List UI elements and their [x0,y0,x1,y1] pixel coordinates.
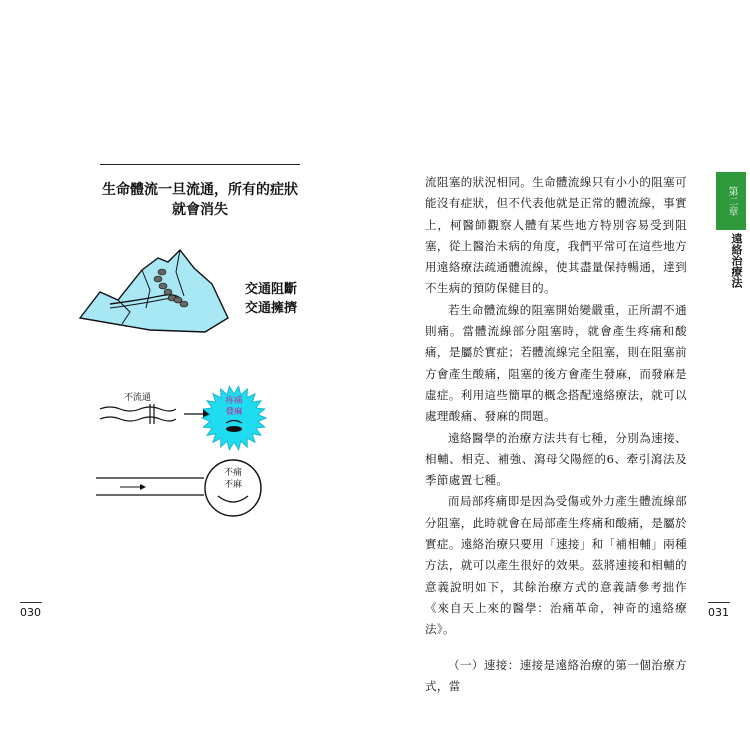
blocked-pipe [100,404,211,424]
free-flow-pipe [96,478,204,495]
paragraph-3: 遠絡醫學的治療方法共有七種，分別為速接、相輔、相克、補強、瀉母父陽經的6、牽引瀉法及季節處置七種。 [425,430,687,488]
page-number-left: 030 [20,606,41,619]
no-pain-label-2: 不麻 [223,480,243,490]
paragraph-4: 而局部疼痛即是因為受傷或外力產生體流線部分阻塞，此時就會在局部產生疼痛和酸痛，是屬於實症。遠絡治療只要用「速接」和「補相輔」兩種方法，就可以產生很好的效果。茲將速接和相輔的意義說明如下，其餘治療方式的意義請參考拙作《來自天上來的醫學：治痛革命，神奇的遠絡療法》。 [425,494,687,637]
blocked-flow-label: 不流通 [124,393,152,403]
caption-line-2: 就會消失 [172,202,228,218]
pain-label-2: 發麻 [225,407,243,417]
mountain-illustration [80,250,228,332]
paragraph-2: 若生命體流線的阻塞開始變嚴重，正所謂不通則痛。當體流線部分阻塞時，就會產生疼痛和酸痛，是屬於實症；若體流線完全阻塞，則在阻塞前方會產生酸痛，阻塞的後方會產生發麻，而發麻是虛症。利用這些簡單的概念搭配遠絡療法，就可以處理酸痛、發麻的問題。 [425,302,687,424]
no-pain-label-1: 不痛 [223,468,243,478]
subheading: （一）速接：速接是遠絡治療的第一個治療方式，當 [425,657,687,693]
pain-label-1: 疼痛 [225,396,243,406]
traffic-label-1: 交通阻斷 [245,282,298,297]
paragraph-1: 流阻塞的狀況相同。生命體流線只有小小的阻塞可能沒有症狀，但不代表他就是正常的體流線，事實上，柯醫師觀察人體有某些地方特別容易受到阻塞，從上醫治未病的角度，我們平常可在這些地方用遠絡療法疏通體流線，使其盡量保持暢通，達到不生病的預防保健目的。 [425,175,687,296]
section-title: 遠絡治療法 [730,233,743,288]
traffic-label-2: 交通擁擠 [245,301,298,316]
chapter-tab: 第二章 [716,172,746,230]
page-number-rule-left [20,602,42,603]
traffic-labels [245,280,297,318]
page-number-rule-right [708,602,730,603]
page-number-right: 031 [708,606,729,619]
body-text [425,172,687,697]
caption-line-1: 生命體流一旦流通，所有的症狀 [102,182,298,198]
